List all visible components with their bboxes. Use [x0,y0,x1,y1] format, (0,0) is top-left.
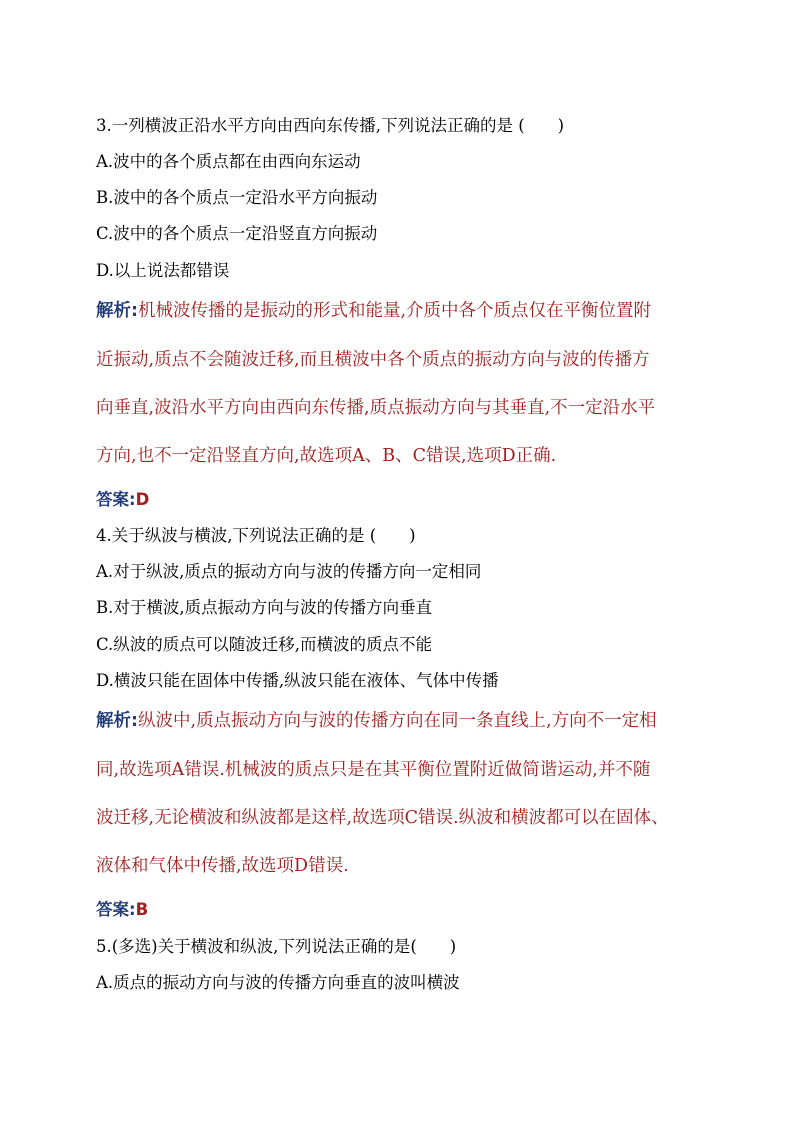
question-3-option-b: B.波中的各个质点一定沿水平方向振动 [96,188,378,207]
question-3-option-d: D.以上说法都错误 [96,261,230,280]
question-3-analysis-label: 解析: [96,301,138,321]
question-4-option-c: C.纵波的质点可以随波迁移,而横波的质点不能 [96,635,433,654]
question-5-stem: 5.(多选)关于横波和纵波,下列说法正确的是( ) [96,937,457,956]
question-4-analysis-line [96,711,657,731]
question-3-option-c: C.波中的各个质点一定沿竖直方向振动 [96,224,378,243]
question-3-stem: 3.一列横波正沿水平方向由西向东传播,下列说法正确的是 ( ) [96,116,565,135]
question-4-answer-label: 答案: [96,900,136,919]
question-3-analysis-line: 方向,也不一定沿竖直方向,故选项A、B、C错误,选项D正确. [96,446,557,466]
question-4-option-b: B.对于横波,质点振动方向与波的传播方向垂直 [96,598,433,617]
question-4-analysis-line: 同,故选项A错误.机械波的质点只是在其平衡位置附近做简谐运动,并不随 [96,760,651,780]
question-4-option-a: A.对于纵波,质点的振动方向与波的传播方向一定相同 [96,562,482,581]
question-3-analysis-line [96,301,651,321]
question-3-analysis-line: 向垂直,波沿水平方向由西向东传播,质点振动方向与其垂直,不一定沿水平 [96,398,656,418]
question-3-answer [96,490,149,510]
question-4-stem: 4.关于纵波与横波,下列说法正确的是 ( ) [96,526,416,545]
question-4-analysis-text: 纵波中,质点振动方向与波的传播方向在同一条直线上,方向不一定相 [138,711,657,731]
question-4-answer [96,900,148,920]
question-3-answer-value: D [135,490,150,509]
question-3-answer-label: 答案: [96,490,136,509]
question-5-option-a: A.质点的振动方向与波的传播方向垂直的波叫横波 [96,973,460,992]
question-4-answer-value: B [135,900,149,919]
question-4-analysis-line: 液体和气体中传播,故选项D错误. [96,856,349,876]
question-3-analysis-line: 近振动,质点不会随波迁移,而且横波中各个质点的振动方向与波的传播方 [96,350,650,370]
question-3-option-a: A.波中的各个质点都在由西向东运动 [96,152,361,171]
question-4-analysis-line: 波迁移,无论横波和纵波都是这样,故选项C错误.纵波和横波都可以在固体、 [96,808,669,828]
question-4-option-d: D.横波只能在固体中传播,纵波只能在液体、气体中传播 [96,671,499,690]
question-4-analysis-label: 解析: [96,711,138,731]
question-3-analysis-text: 机械波传播的是振动的形式和能量,介质中各个质点仅在平衡位置附 [138,301,652,321]
